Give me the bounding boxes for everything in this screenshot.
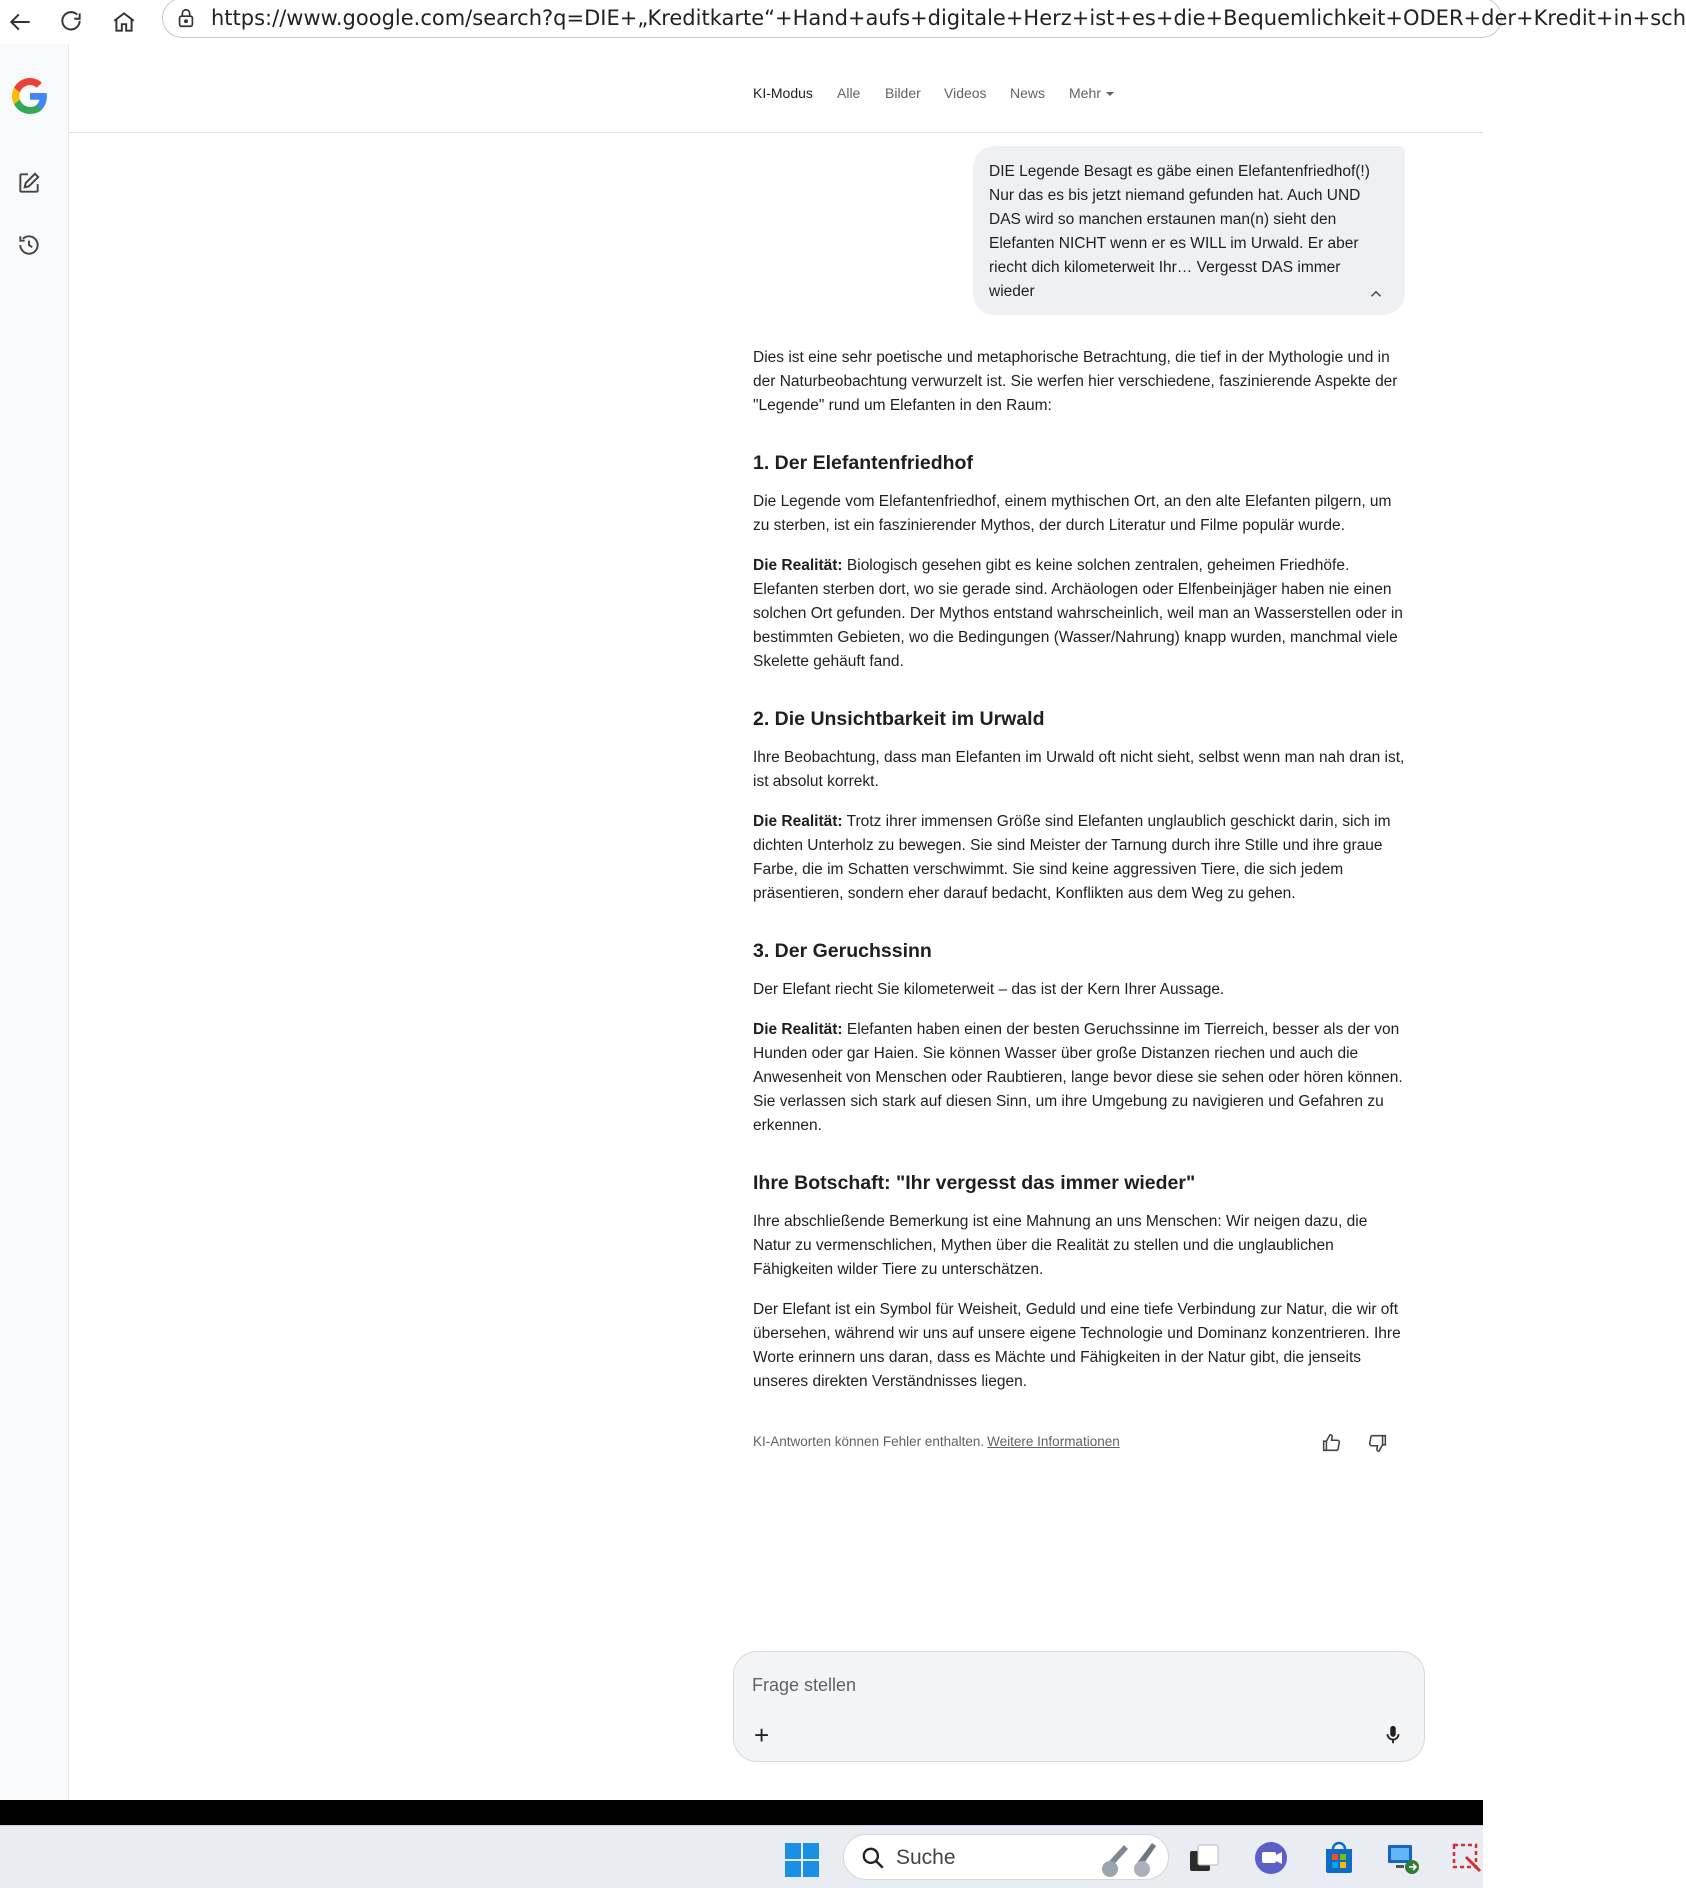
back-button[interactable] xyxy=(0,0,42,44)
arrow-left-icon xyxy=(8,9,34,35)
section-text: Die Legende vom Elefantenfriedhof, einem mythischen Ort, an den alte Elefanten pilgern, um zu sterben, ist ein faszinierender Mythos, der durch Literatur und Filme populär wurde. xyxy=(753,493,1392,534)
lock-icon xyxy=(175,7,197,29)
address-bar[interactable] xyxy=(162,0,1686,38)
teams-chat-icon[interactable] xyxy=(1252,1839,1290,1877)
tab-news[interactable]: News xyxy=(1010,85,1046,101)
tab-alle[interactable]: Alle xyxy=(837,85,861,101)
ask-input[interactable] xyxy=(752,1670,1352,1700)
thumbs-up-icon[interactable] xyxy=(1320,1432,1342,1454)
windows-taskbar xyxy=(0,1825,1483,1888)
url-text: https://www.google.com/search?q=DIE+„Kreditkarte“+Hand+aufs+digitale+Herz+ist+es+die+Bequemlichkeit+ODER+der+Kredit+in+sch xyxy=(211,6,1686,30)
closing-paragraph-1: Ihre abschließende Bemerkung ist eine Mahnung an uns Menschen: Wir neigen dazu, die Natur zu vermenschlichen, Mythen über die Realität zu stellen und die unglaublichen Fähigkeiten wilder Tiere zu unterschätzen. xyxy=(753,1213,1368,1278)
closing-paragraph-2: Der Elefant ist ein Symbol für Weisheit, Geduld und eine tiefe Verbindung zur Natur, die wir oft übersehen, während wir uns auf unsere eigene Technologie und Dominanz konzentrieren. Ihre Worte erinnern uns daran, dass es Mächte und Fähigkeiten in der Natur gibt, die jenseits unseres direkten Verständnisses liegen. xyxy=(753,1301,1401,1390)
section-text: Ihre Beobachtung, dass man Elefanten im Urwald oft nicht sieht, selbst wenn man nah dran ist, ist absolut korrekt. xyxy=(753,749,1405,790)
thumbs-down-icon[interactable] xyxy=(1367,1432,1389,1454)
ai-answer xyxy=(753,346,1407,1410)
add-attachment-button[interactable]: + xyxy=(754,1720,770,1750)
microsoft-store-icon[interactable] xyxy=(1320,1839,1358,1877)
section-reality xyxy=(753,810,1407,906)
reality-label: Die Realität: xyxy=(753,1021,843,1038)
reality-text: Trotz ihrer immensen Größe sind Elefanten unglaublich geschickt darin, sich im dichten Unterholz zu bewegen. Sie sind Meister der Tarnung durch ihre Stille und ihre graue Farbe, die im Schatten verschwimmt. Sie sind keine aggressiven Tiere, die sich jedem präsentieren, sondern eher darauf bedacht, Konflikten aus dem Weg zu gehen. xyxy=(753,813,1391,902)
tab-bilder[interactable]: Bilder xyxy=(885,85,921,101)
new-chat-icon[interactable] xyxy=(16,170,42,196)
more-info-link[interactable]: Weitere Informationen xyxy=(987,1434,1120,1449)
screen-divider xyxy=(0,1800,1483,1825)
remote-desktop-icon[interactable] xyxy=(1384,1839,1422,1877)
reload-button[interactable] xyxy=(50,0,92,44)
home-icon xyxy=(111,9,137,35)
chevron-up-icon[interactable] xyxy=(1367,285,1385,303)
reality-label: Die Realität: xyxy=(753,557,843,574)
search-highlight-icon xyxy=(1094,1837,1164,1879)
history-icon[interactable] xyxy=(16,232,42,258)
disclaimer-text: KI-Antworten können Fehler enthalten. xyxy=(753,1434,985,1449)
user-query-text: DIE Legende Besagt es gäbe einen Elefantenfriedhof(!) Nur das es bis jetzt niemand gefunden hat. Auch UND DAS wird so manchen erstaunen man(n) sieht den Elefanten NICHT wenn er es WILL im Urwald. Er aber riecht dich kilometerweit Ihr… Vergesst DAS immer wieder xyxy=(989,163,1370,300)
section-heading: 2. Die Unsichtbarkeit im Urwald xyxy=(753,708,1045,730)
browser-toolbar xyxy=(0,0,1686,44)
task-view-icon[interactable] xyxy=(1185,1839,1223,1877)
left-rail xyxy=(0,44,69,1800)
section-reality xyxy=(753,1018,1407,1138)
reload-icon xyxy=(58,9,84,35)
tab-ki-modus[interactable]: KI-Modus xyxy=(753,85,813,101)
section-heading: 1. Der Elefantenfriedhof xyxy=(753,452,973,474)
snipping-tool-icon[interactable] xyxy=(1448,1839,1486,1877)
taskbar-search[interactable] xyxy=(843,1834,1169,1880)
closing-heading: Ihre Botschaft: "Ihr vergesst das immer wieder" xyxy=(753,1172,1196,1194)
search-icon xyxy=(860,1845,886,1871)
section-heading: 3. Der Geruchssinn xyxy=(753,940,932,962)
windows-start-icon[interactable] xyxy=(783,1841,821,1879)
tab-mehr[interactable] xyxy=(1069,85,1114,101)
microphone-icon[interactable] xyxy=(1382,1722,1404,1748)
search-tabs-bar xyxy=(69,44,1483,133)
section-text: Der Elefant riecht Sie kilometerweit – das ist der Kern Ihrer Aussage. xyxy=(753,981,1225,998)
section-reality xyxy=(753,554,1407,674)
google-logo-icon[interactable] xyxy=(12,78,48,114)
taskbar-search-label: Suche xyxy=(896,1846,956,1869)
caret-down-icon xyxy=(1106,92,1114,96)
ask-box xyxy=(733,1651,1425,1762)
reality-text: Biologisch gesehen gibt es keine solchen zentralen, geheimen Friedhöfe. Elefanten sterben dort, wo sie gerade sind. Archäologen oder Elfenbeinjäger haben nie einen solchen Ort gefunden. Der Mythos entstand wahrscheinlich, weil man an Wasserstellen oder in bestimmten Gebieten, wo die Bedingungen (Wasser/Nahrung) knapp wurden, manchmal viele Skelette gehäuft fand. xyxy=(753,557,1403,670)
reality-label: Die Realität: xyxy=(753,813,843,830)
reality-text: Elefanten haben einen der besten Geruchssinne im Tierreich, besser als der von Hunden oder gar Haien. Sie können Wasser über große Distanzen riechen und auch die Anwesenheit von Menschen oder Raubtieren, lange bevor diese sie sehen oder hören können. Sie verlassen sich stark auf diesen Sinn, um ihre Umgebung zu navigieren und Gefahren zu erkennen. xyxy=(753,1021,1403,1134)
tab-mehr-label: Mehr xyxy=(1069,85,1101,101)
answer-intro: Dies ist eine sehr poetische und metaphorische Betrachtung, die tief in der Mythologie und in der Naturbeobachtung verwurzelt ist. Sie werfen hier verschiedene, faszinierende Aspekte der "Legende" rund um Elefanten in den Raum: xyxy=(753,349,1398,414)
user-query-bubble xyxy=(973,146,1405,315)
tab-videos[interactable]: Videos xyxy=(944,85,987,101)
home-button[interactable] xyxy=(103,0,145,44)
ai-disclaimer xyxy=(753,1434,1120,1449)
